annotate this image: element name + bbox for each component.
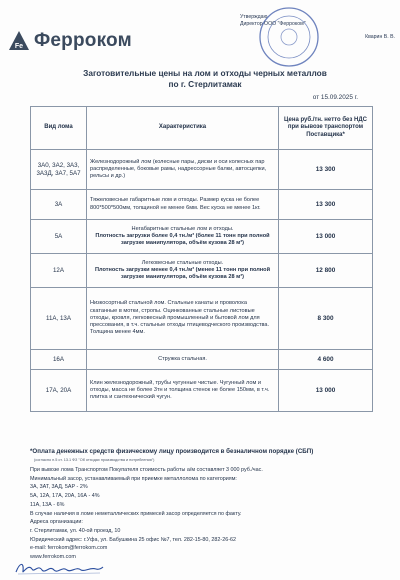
row-price: 13 000 <box>279 370 373 412</box>
row-code: 17А, 20А <box>31 370 87 412</box>
row-price: 13 300 <box>279 150 373 190</box>
info-line-legal-address: Юридический адрес: г.Уфа, ул. Бабушкина 25 офис №7, тел. 282-15-80, 282-26-62 <box>30 536 236 543</box>
info-line-address: г. Стерлитамак, ул. 40-ой проезд, 10 <box>30 527 121 534</box>
info-line-email: e-mail: ferrokom@ferrokom.com <box>30 545 108 552</box>
row-price: 12 800 <box>279 254 373 288</box>
row-code: 11А, 13А <box>31 288 87 350</box>
company-name: Ферроком <box>34 30 132 51</box>
price-table <box>30 106 373 412</box>
handwritten-signature-icon <box>14 559 104 577</box>
row-desc <box>87 220 279 254</box>
row-price: 8 300 <box>279 288 373 350</box>
logo-letters: Fe <box>14 43 24 50</box>
title-line-1: Заготовительные цены на лом и отходы черных металлов <box>83 68 327 78</box>
row-code: 16А <box>31 350 87 370</box>
row-desc: Стружка стальная. <box>87 350 279 370</box>
info-line-addresses-label: Адреса организации: <box>30 519 83 526</box>
table-row <box>31 288 373 350</box>
info-line-transport: При вывозе лома Транспортом Покупателя стоимость работы а/м составляет 3 000 руб./час. <box>30 467 263 473</box>
info-line-contamination-4: 5А, 12А, 17А, 20А, 16А - 4% <box>30 493 100 500</box>
row-desc: Тяжеловесные габаритные лом и отходы. Размер куска не более 800*500*500мм, толщиной не менее 6мм. Вес куска не менее 1кг. <box>87 190 279 220</box>
row-desc: Клин железнодорожный, трубы чугунные чистые. Чугунный лом и отходы, масса не более 3тн и толщина стенок не более 150мм, в т.ч. плитка и сантехнический чугун. <box>87 370 279 412</box>
row-code: 12А <box>31 254 87 288</box>
table-row <box>31 150 373 190</box>
approve-position: Директор ООО "Ферроком" <box>240 21 306 27</box>
row-code: 5А <box>31 220 87 254</box>
row-price: 4 600 <box>279 350 373 370</box>
payment-note: *Оплата денежных средств физическому лицу производится в безналичном порядке (СБП) <box>30 448 314 455</box>
table-header-row <box>31 107 373 150</box>
approve-name: Кварин В. В. <box>365 34 395 40</box>
approval-block <box>240 14 395 41</box>
row-desc-text: Негабаритные стальные лом и отходы. <box>131 225 234 232</box>
row-price: 13 300 <box>279 190 373 220</box>
title-line-2: по г. Стерлитамак <box>168 79 242 89</box>
row-code: 3А <box>31 190 87 220</box>
table-row <box>31 220 373 254</box>
header-desc: Характеристика <box>87 107 279 150</box>
info-line-contamination-6: 11А, 13А - 6% <box>30 501 65 508</box>
row-desc-bold: Плотность загрузки более 0,4 тн./м³ (более 11 тонн при полной загрузке манипулятора, объём кузова 28 м³) <box>95 232 270 247</box>
row-desc <box>87 254 279 288</box>
header-price: Цена руб./тн. нетто без НДС при вывозе транспортом Поставщика* <box>279 107 373 150</box>
table-row <box>31 254 373 288</box>
logo-mark-icon <box>8 30 30 52</box>
row-desc-bold: Плотность загрузки менее 0,4 тн./м³ (менее 11 тонн при полной загрузке манипулятора, объём кузова 28 м³) <box>94 266 271 281</box>
payment-note-sub: (согласно п.5 ст. 13.1 ФЗ "Об отходах производства и потребления") <box>34 458 155 462</box>
approve-label: Утверждаю <box>240 14 268 20</box>
info-line-website: www.ferrokom.com <box>30 554 76 561</box>
row-price: 13 000 <box>279 220 373 254</box>
info-block <box>30 466 375 562</box>
row-code: 3А0, 3А2, 3А3, 3А3Д, 3А7, 5А7 <box>31 150 87 190</box>
row-desc: Железнодорожный лом (колесные пары, диски и оси колесных пар распределенные, боковые рамы, надрессорные балки, автосцепки, рельсы и др.) <box>87 150 279 190</box>
info-line-contamination-2: 3А, 3АТ, 3АД, 5АР - 2% <box>30 484 88 491</box>
table-row <box>31 190 373 220</box>
info-line-min-contamination: Минимальный засор, устанавливаемый при приемке металлолома по категориям: <box>30 475 237 482</box>
document-title <box>40 68 370 90</box>
header-type: Вид лома <box>31 107 87 150</box>
table-row <box>31 350 373 370</box>
row-desc-text: Легковесные стальные отходы. <box>141 259 224 266</box>
table-row <box>31 370 373 412</box>
company-logo <box>8 30 132 52</box>
info-line-impurities: В случае наличия в ломе неметаллических примесей засор определяется по факту. <box>30 510 242 517</box>
row-desc: Низкосортный стальной лом. Стальные канаты и проволока скатанные в мотки, стропы. Оцинкованные стальные листовые отходы, кровля, легковесный промышленный и бытовой лом для прессования, в т.ч. стальные отходы птицеводческого производства. Толщина менее 4мм. <box>87 288 279 350</box>
document-date: от 15.09.2025 г. <box>312 94 358 101</box>
